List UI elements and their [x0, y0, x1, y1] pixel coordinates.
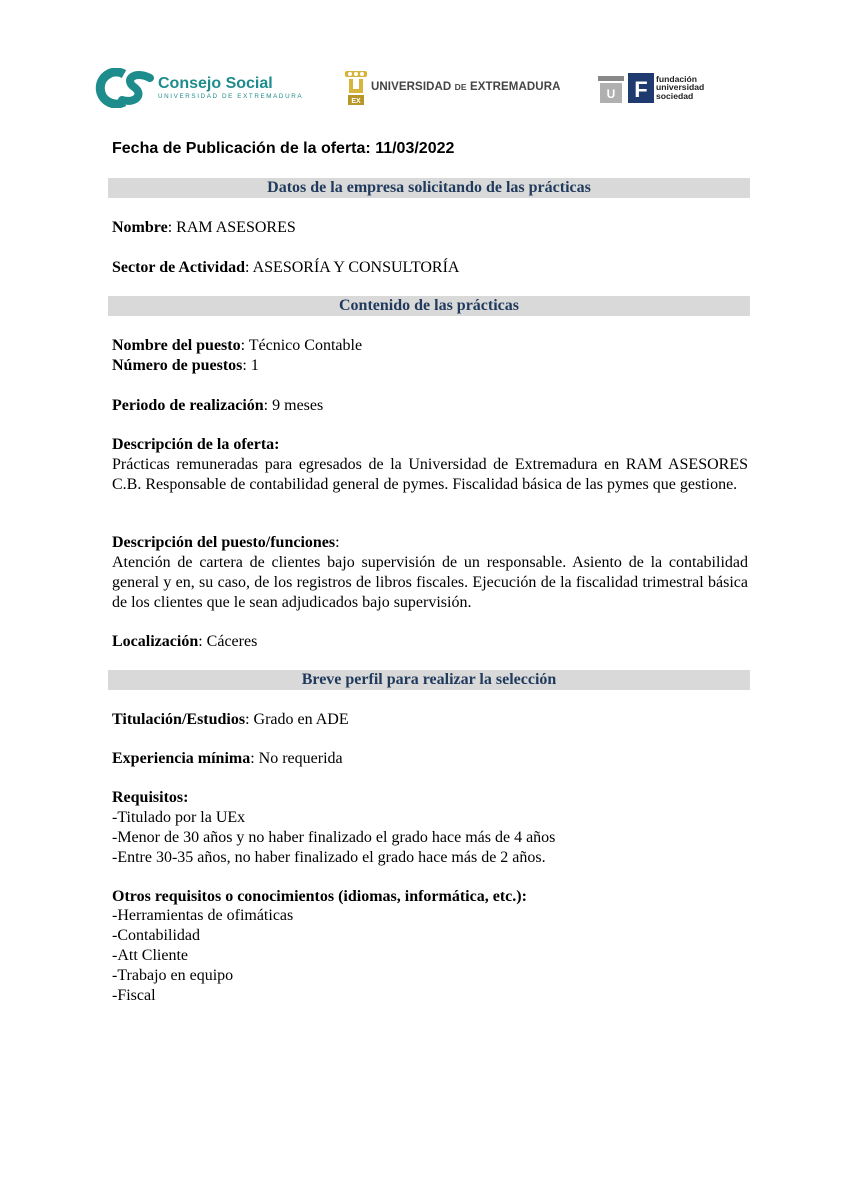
- degree: [112, 710, 349, 730]
- fundacion-logo: [597, 72, 717, 104]
- uex-name-suffix: EXTREMADURA: [469, 81, 561, 93]
- uex-name-de: DE: [454, 82, 467, 92]
- consejo-social-mark-icon: [94, 68, 156, 108]
- position-count-label: Número de puestos: [112, 357, 243, 374]
- consejo-social-subtitle: UNIVERSIDAD DE EXTREMADURA: [158, 93, 304, 100]
- uex-name: [371, 81, 561, 93]
- degree-label: Titulación/Estudios: [112, 711, 246, 728]
- period-label: Periodo de realización: [112, 397, 264, 414]
- other-requirements-heading: [112, 887, 527, 907]
- position-count: [112, 356, 259, 376]
- location: [112, 632, 257, 652]
- company-sector-label: Sector de Actividad: [112, 259, 246, 276]
- fundacion-line-1: fundación: [656, 74, 698, 84]
- fundacion-line-2: universidad: [656, 82, 705, 93]
- other-requirements-label: Otros requisitos o conocimientos (idiomas, informática, etc.):: [112, 888, 527, 905]
- company-name-value: : RAM ASESORES: [167, 219, 296, 236]
- offer-description-heading: [112, 435, 280, 455]
- publication-date: [112, 140, 454, 158]
- consejo-social-title: Consejo Social: [158, 75, 273, 92]
- section-content-header: Contenido de las prácticas: [108, 296, 750, 316]
- functions-label: Descripción del puesto/funciones: [112, 534, 336, 551]
- experience-label: Experiencia mínima: [112, 750, 251, 767]
- degree-value: : Grado en ADE: [245, 711, 349, 728]
- section-company-header: Datos de la empresa solicitando de las prácticas: [108, 178, 750, 198]
- experience-value: : No requerida: [250, 750, 343, 767]
- fundacion-line-3: sociedad: [656, 90, 694, 101]
- functions-colon: :: [335, 534, 340, 551]
- list-item: -Fiscal: [112, 987, 156, 1004]
- position-name-label: Nombre del puesto: [112, 337, 241, 354]
- functions-text: Atención de cartera de clientes bajo supervisión de un responsable. Asiento de la contabilidad general y en, su caso, de los registros de libros fiscales. Ejecución de la fiscalidad trimestral básica de los clientes que le sean adjudicados bajo supervisión.: [112, 554, 748, 611]
- company-sector: [112, 258, 459, 278]
- list-item: -Titulado por la UEx: [112, 809, 246, 826]
- uex-crest-icon: [343, 70, 369, 106]
- period-value: : 9 meses: [263, 397, 324, 414]
- list-item: -Herramientas de ofimáticas: [112, 907, 294, 924]
- location-value: : Cáceres: [198, 633, 258, 650]
- list-item: -Entre 30-35 años, no haber finalizado el grado hace más de 2 años.: [112, 849, 546, 866]
- position-name: [112, 336, 362, 356]
- svg-text:U: U: [606, 87, 616, 101]
- section-profile-header: Breve perfil para realizar la selección: [108, 670, 750, 690]
- experience: [112, 749, 343, 769]
- company-name: [112, 218, 296, 238]
- requirements-label: Requisitos:: [112, 789, 189, 806]
- offer-description-text: Prácticas remuneradas para egresados de la Universidad de Extremadura en RAM ASESORES C.B. Responsable de contabilidad general de pymes. Fiscalidad básica de las pymes que gestione.: [112, 456, 748, 493]
- list-item: -Contabilidad: [112, 927, 200, 944]
- uex-logo: [343, 70, 561, 106]
- company-name-label: Nombre: [112, 219, 168, 236]
- fundacion-name: [656, 75, 704, 100]
- requirements-heading: [112, 788, 188, 808]
- location-label: Localización: [112, 633, 199, 650]
- header-logos: [0, 0, 849, 120]
- publication-date-value: 11/03/2022: [375, 140, 455, 157]
- uex-name-prefix: UNIVERSIDAD: [371, 81, 452, 93]
- svg-text:F: F: [634, 77, 648, 102]
- position-name-value: : Técnico Contable: [240, 337, 363, 354]
- company-sector-value: : ASESORÍA Y CONSULTORÍA: [245, 259, 460, 276]
- functions-heading: [112, 533, 340, 553]
- offer-description-label: Descripción de la oferta:: [112, 436, 280, 453]
- list-item: -Att Cliente: [112, 947, 188, 964]
- fundacion-mark-icon: [597, 72, 655, 104]
- publication-date-label: Fecha de Publicación de la oferta:: [112, 140, 371, 157]
- consejo-social-logo: [94, 66, 309, 112]
- list-item: -Trabajo en equipo: [112, 967, 234, 984]
- period: [112, 396, 323, 416]
- svg-text:EX: EX: [351, 98, 361, 105]
- position-count-value: : 1: [242, 357, 259, 374]
- list-item: -Menor de 30 años y no haber finalizado el grado hace más de 4 años: [112, 829, 556, 846]
